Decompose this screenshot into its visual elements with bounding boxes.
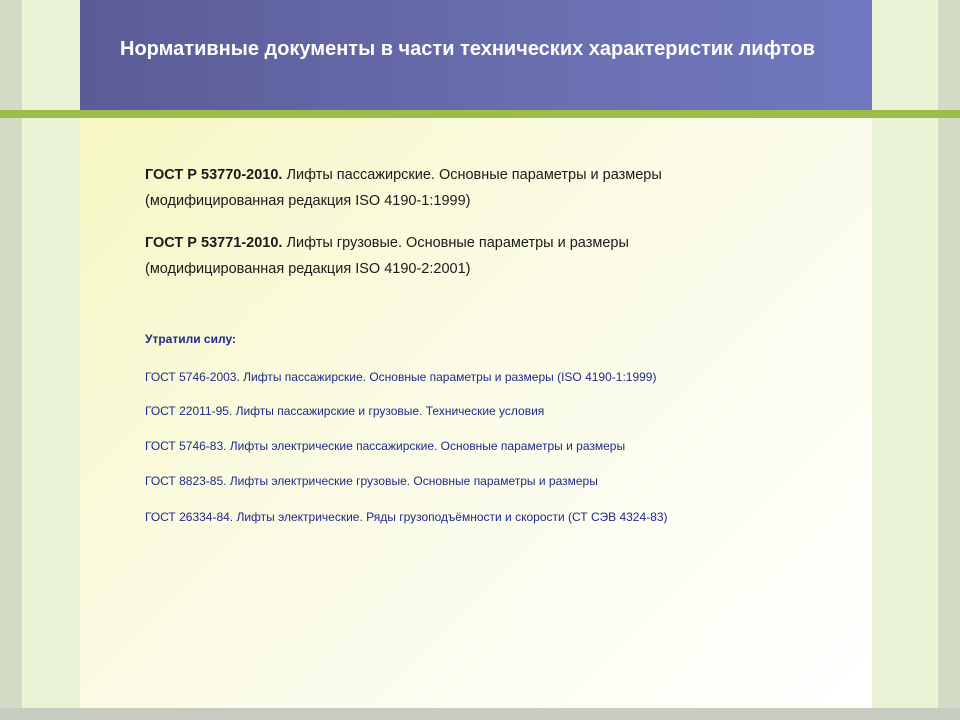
left-outer-stripe — [0, 0, 22, 720]
slide-header — [80, 0, 872, 110]
repealed-item: ГОСТ 22011-95. Лифты пассажирские и грузовые. Технические условия — [145, 404, 545, 418]
current-doc — [145, 162, 785, 214]
repealed-item: ГОСТ 8823-85. Лифты электрические грузовые. Основные параметры и размеры — [145, 474, 598, 488]
current-doc — [145, 230, 785, 282]
doc-note: (модифицированная редакция ISO 4190-1:1999) — [145, 193, 471, 209]
doc-title: Лифты грузовые. Основные параметры и размеры — [282, 235, 629, 251]
current-doc-line — [145, 162, 785, 188]
right-outer-stripe — [938, 0, 960, 720]
repealed-item: ГОСТ 5746-2003. Лифты пассажирские. Основные параметры и размеры (ISO 4190-1:1999) — [145, 370, 657, 384]
repealed-item: ГОСТ 26334-84. Лифты электрические. Ряды грузоподъёмности и скорости (СТ СЭВ 4324-83) — [145, 510, 668, 524]
doc-code: ГОСТ Р 53771-2010. — [145, 235, 283, 251]
slide-content — [80, 118, 872, 708]
current-doc-line — [145, 230, 785, 256]
right-inner-stripe — [872, 0, 938, 720]
repealed-heading: Утратили силу: — [145, 332, 236, 346]
doc-code: ГОСТ Р 53770-2010. — [145, 167, 283, 183]
doc-note: (модифицированная редакция ISO 4190-2:2001) — [145, 261, 471, 277]
doc-title: Лифты пассажирские. Основные параметры и размеры — [282, 167, 662, 183]
bottom-bar — [0, 708, 960, 720]
repealed-item: ГОСТ 5746-83. Лифты электрические пассажирские. Основные параметры и размеры — [145, 439, 626, 453]
slide-title: Нормативные документы в части технических характеристик лифтов — [120, 38, 815, 60]
header-divider — [0, 110, 960, 118]
left-inner-stripe — [22, 0, 80, 720]
